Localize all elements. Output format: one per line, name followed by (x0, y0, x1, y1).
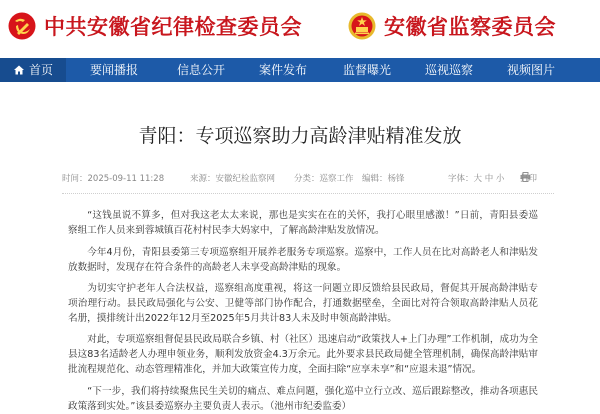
site-header (0, 0, 600, 56)
article-meta (62, 172, 554, 186)
nav-news[interactable]: 要闻播报 (89, 63, 138, 77)
font-size-selector[interactable]: 字体：大 中 小 (448, 174, 505, 184)
meta-time: 时间：2025-09-11 11:28 (62, 174, 165, 184)
article-paragraph: “下一步，我们将持续聚焦民生关切的痛点、难点问题，强化巡中立行立改、巡后跟踪整改，推动各项惠民政策落到实处。”该县委巡察办主要负责人表示。（池州市纪委监委） (68, 386, 538, 412)
main-nav (0, 58, 600, 82)
article-paragraph: 今年4月份，青阳县委第三专项巡察组开展养老服务专项巡察。巡察中，工作人员在比对高龄老人和津贴发放数据时，发现存在符合条件的高龄老人未享受高龄津贴的现象。 (68, 247, 538, 273)
article-paragraph: 对此，专项巡察组督促县民政局联合乡镇、村（社区）迅速启动“政策找人+上门办理”工作机制，成功为全县这83名适龄老人办理申领业务，顺利发放资金4.3万余元。此外要求县民政局健全管理机制，确保高龄津贴审批流程规范化、动态管理精准化，并加大政策宣传力度，全面扫除“应享未享”和“应退未退”情况。 (68, 334, 538, 375)
nav-exposure[interactable]: 监督曝光 (342, 63, 391, 77)
meta-source: 来源：安徽纪检监察网 (190, 174, 276, 184)
right-org-name: 安徽省监察委员会 (384, 14, 556, 39)
meta-divider (62, 193, 554, 194)
nav-cases[interactable]: 案件发布 (258, 63, 307, 77)
nav-home[interactable] (0, 58, 66, 82)
left-org-logo[interactable] (8, 9, 302, 43)
party-emblem-icon (8, 12, 36, 40)
national-emblem-icon (348, 12, 376, 40)
meta-category: 分类：巡察工作 (294, 174, 354, 184)
home-icon (13, 64, 25, 76)
article-title: 青阳：专项巡察助力高龄津贴精准发放 (138, 125, 462, 147)
right-org-logo[interactable] (348, 9, 556, 43)
print-button[interactable] (520, 172, 538, 184)
print-label: 打印 (520, 174, 538, 184)
nav-video[interactable]: 视频图片 (506, 63, 555, 77)
nav-inspection[interactable]: 巡视巡察 (424, 63, 473, 77)
left-org-name: 中共安徽省纪律检查委员会 (44, 14, 302, 39)
article-paragraph: “这钱虽说不算多，但对我这老太太来说，那也是实实在在的关怀，我打心眼里感激！”日前，青阳县委巡察组工作人员来到蓉城镇百花村村民李大妈家中，了解高龄津贴发放情况。 (68, 210, 538, 236)
article-paragraph: 为切实守护老年人合法权益，巡察组高度重视，将这一问题立即反馈给县民政局，督促其开展高龄津贴专项治理行动。县民政局强化与公安、卫健等部门协作配合，打通数据壁垒，全面比对符合领取高龄津贴人员花名册，摸排统计出2022年12月至2025年5月共计83人未及时申领高龄津贴。 (68, 283, 538, 324)
nav-disclosure[interactable]: 信息公开 (176, 63, 225, 77)
nav-home-label: 首页 (28, 63, 53, 77)
meta-editor: 编辑：杨锋 (362, 174, 405, 184)
